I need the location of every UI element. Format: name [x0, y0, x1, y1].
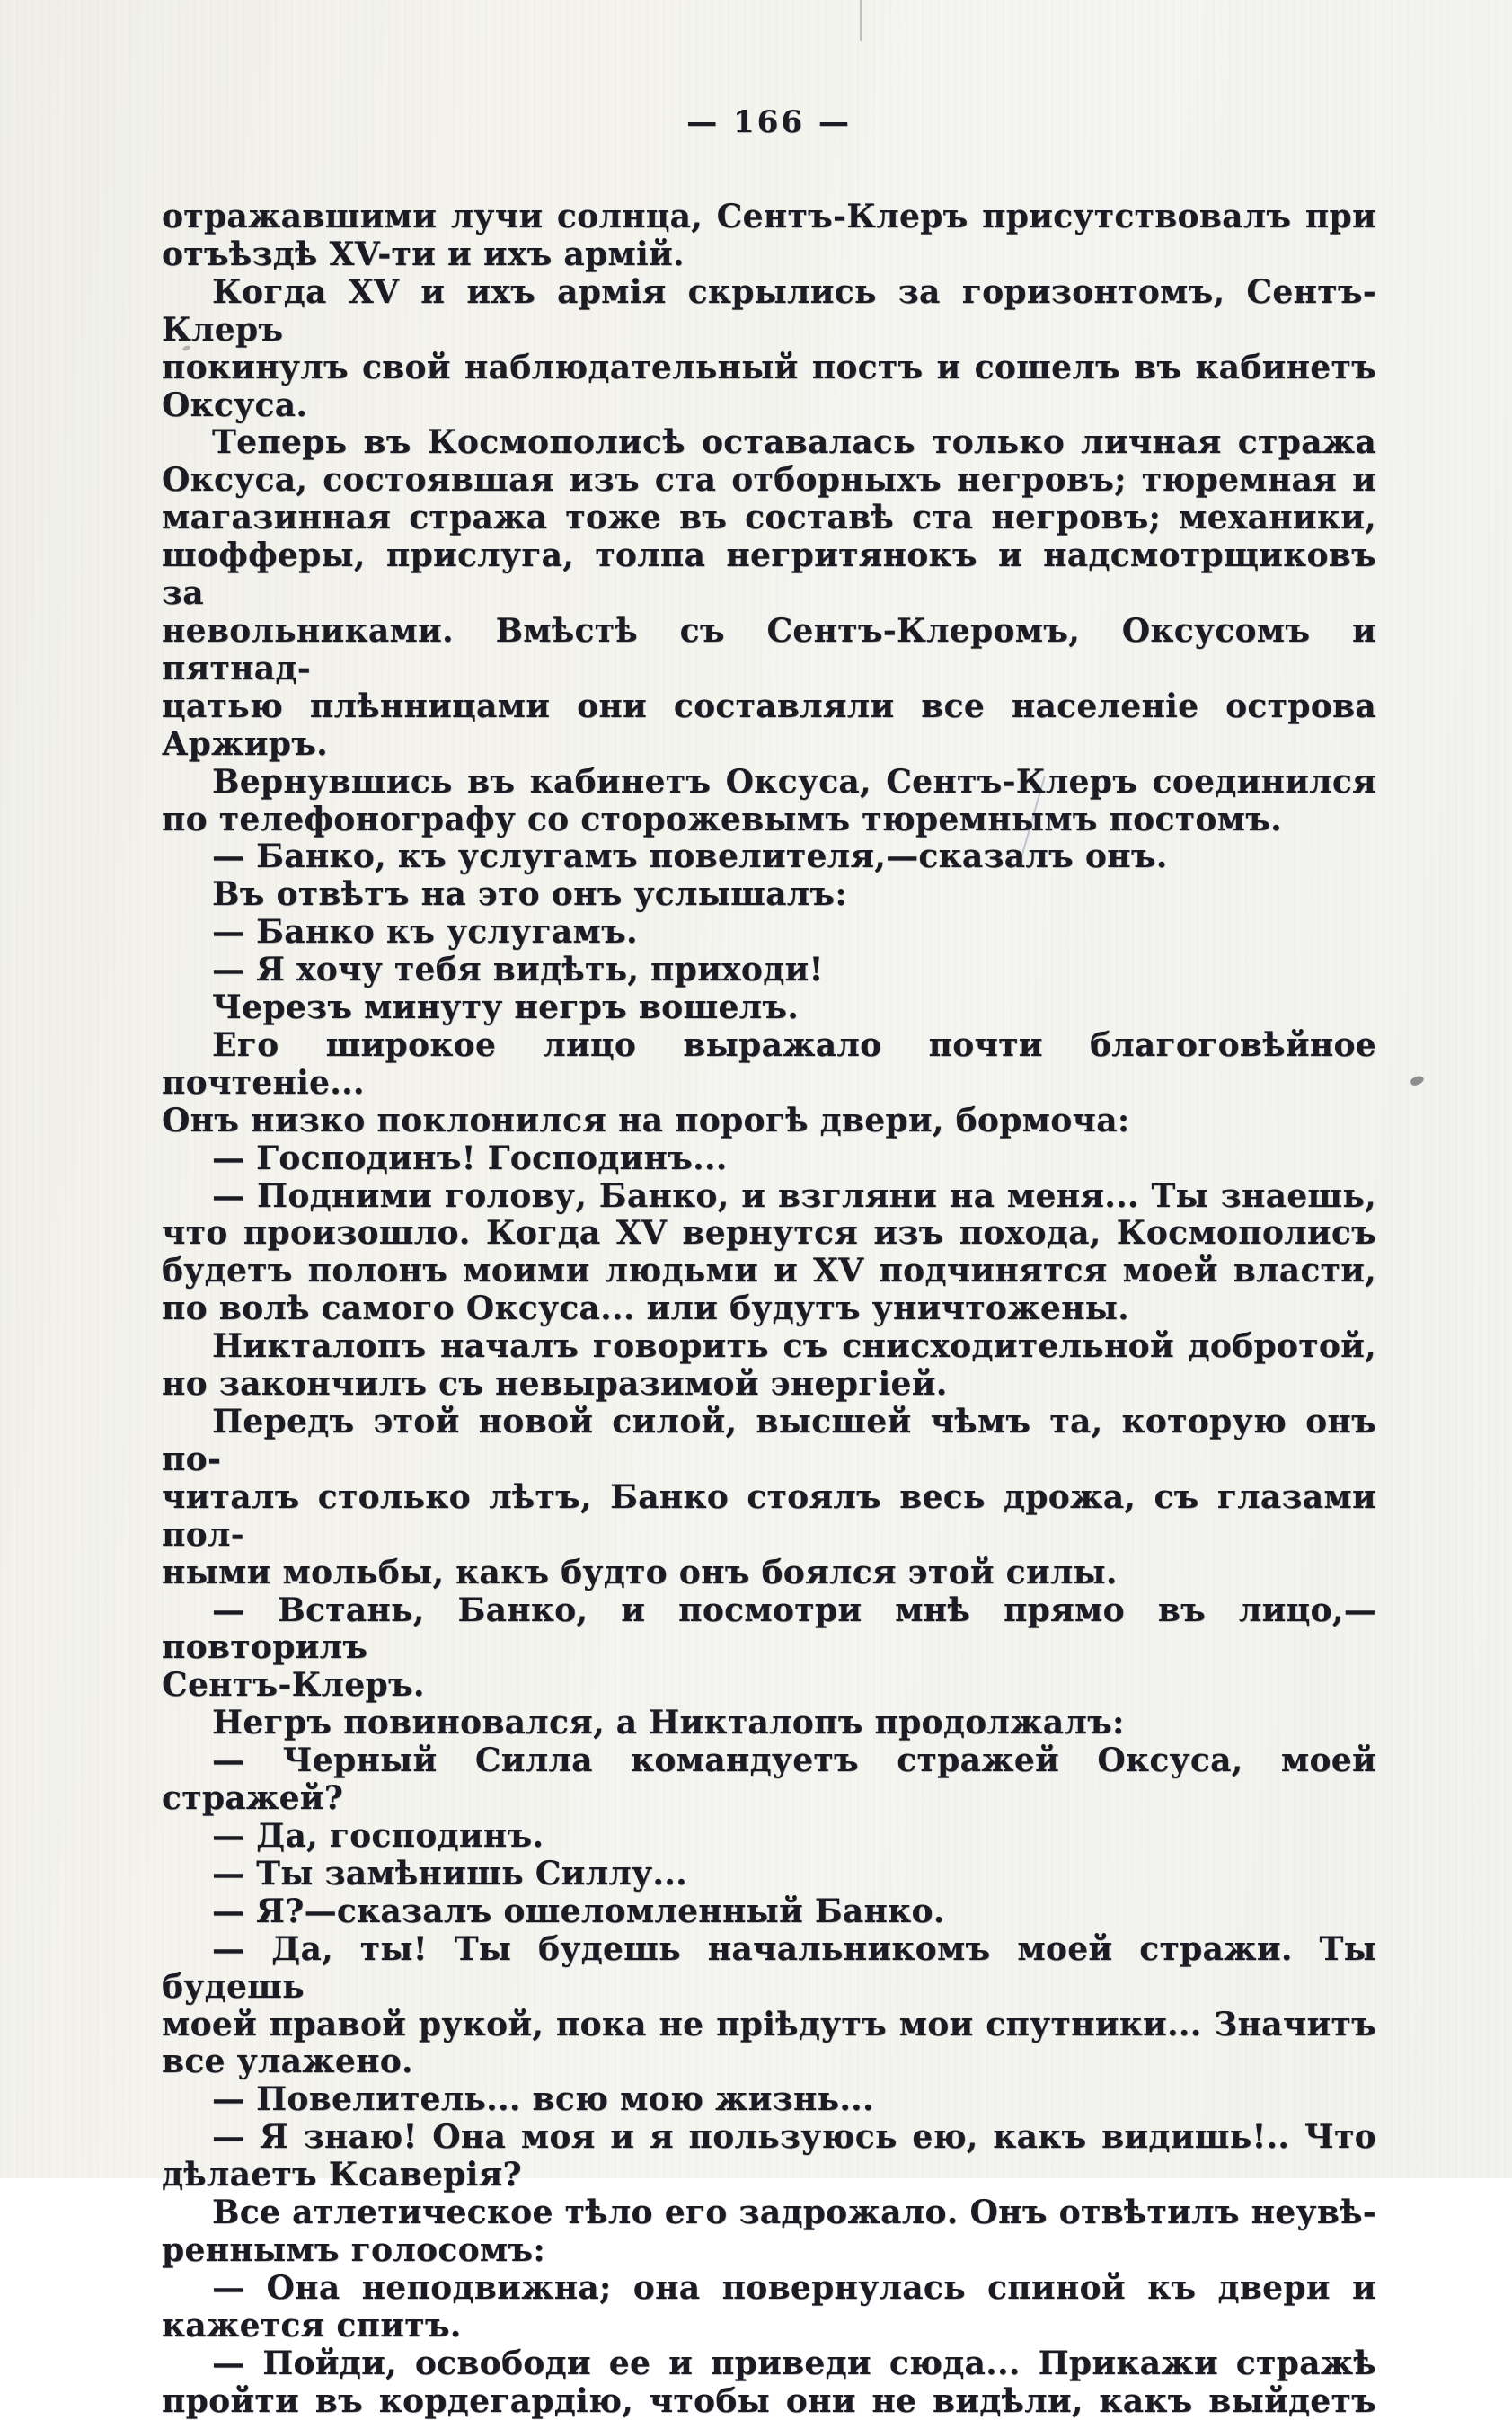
text-line: — Пойди, освободи ее и приведи сюда... Прикажи стражѣ	[212, 2344, 1376, 2382]
text-line: читалъ столько лѣтъ, Банко стоялъ весь дрожа, съ глазами пол-	[162, 1477, 1376, 1554]
text-line: дѣлаетъ Ксаверія?	[162, 2156, 522, 2194]
text-line: Въ отвѣтъ на это онъ услышалъ:	[212, 875, 847, 914]
text-line: отражавшими лучи солнца, Сентъ-Клеръ присутствовалъ при	[162, 198, 1376, 235]
text-line: Когда XV и ихъ армія скрылись за горизонтомъ, Сентъ-Клеръ	[162, 272, 1376, 349]
text-line: магазинная стража тоже въ составѣ ста негровъ; механики,	[162, 499, 1376, 537]
text-line: — Она неподвижна; она повернулась спиной къ двери и	[212, 2268, 1376, 2307]
text-line: — Я?—сказалъ ошеломленный Банко.	[212, 1892, 945, 1930]
scan-scratch-vertical	[860, 0, 862, 41]
text-line: Онъ низко поклонился на порогѣ двери, бормоча:	[162, 1101, 1130, 1139]
text-line: кажется спитъ.	[162, 2306, 462, 2345]
text-line: — Да, господинъ.	[212, 1816, 544, 1855]
text-line: — Ты замѣнишь Силлу...	[212, 1854, 687, 1893]
text-line: по волѣ самого Оксуса... или будутъ уничтожены.	[162, 1290, 1129, 1328]
page-text	[162, 199, 1376, 2420]
text-line: Негръ повиновался, а Никталопъ продолжалъ:	[212, 1704, 1125, 1742]
text-line: что произошло. Когда XV вернутся изъ похода, Космополисъ	[162, 1214, 1376, 1253]
text-line: Никталопъ началъ говорить съ снисходительной добротой,	[212, 1327, 1376, 1366]
text-line: по телефонографу со сторожевымъ тюремнымъ постомъ.	[162, 800, 1282, 838]
text-line: — Я знаю! Она моя и я пользуюсь ею, какъ видишь!.. Что	[212, 2118, 1376, 2157]
text-line: Черезъ минуту негръ вошелъ.	[212, 988, 800, 1027]
text-line: невольниками. Вмѣстѣ съ Сентъ-Клеромъ, Оксусомъ и пятнад-	[162, 611, 1376, 687]
text-line: — Повелитель... всю мою жизнь...	[212, 2080, 874, 2119]
text-line: реннымъ голосомъ:	[162, 2230, 545, 2269]
text-line: Сентъ-Клеръ.	[162, 1666, 425, 1705]
text-line: — Господинъ! Господинъ...	[212, 1139, 728, 1177]
text-line: Оксуса.	[162, 386, 308, 424]
text-line: покинулъ свой наблюдательный постъ и сошелъ въ кабинетъ	[162, 348, 1376, 386]
paper-speck	[1410, 1074, 1425, 1086]
text-line: — Я хочу тебя видѣть, приходи!	[212, 951, 824, 989]
text-line: — Черный Силла командуетъ стражей Оксуса, моей стражей?	[162, 1742, 1376, 1818]
text-line: все улажено.	[162, 2043, 413, 2081]
text-line: — Банко, къ услугамъ повелителя,—сказалъ онъ.	[212, 838, 1168, 876]
text-line: — Банко къ услугамъ.	[212, 913, 638, 952]
text-line: но закончилъ съ невыразимой энергіей.	[162, 1365, 948, 1404]
text-line: Оксуса, состоявшая изъ ста отборныхъ негровъ; тюремная и	[162, 461, 1376, 500]
text-line: — Да, ты! Ты будешь начальникомъ моей стражи. Ты будешь	[162, 1929, 1376, 2006]
text-line: моей правой рукой, пока не пріѣдутъ мои спутники... Значитъ	[162, 2005, 1376, 2043]
text-line: ными мольбы, какъ будто онъ боялся этой силы.	[162, 1553, 1118, 1591]
text-line: Все атлетическое тѣло его задрожало. Онъ отвѣтилъ неувѣ-	[212, 2194, 1376, 2232]
text-line: цатью плѣнницами они составляли все населеніе острова Аржиръ.	[162, 687, 1376, 763]
text-line: Теперь въ Космополисѣ оставалась только личная стража	[212, 423, 1376, 462]
text-line: — Подними голову, Банко, и взгляни на меня... Ты знаешь,	[212, 1176, 1376, 1215]
text-line: отъѣздѣ XV-ти и ихъ армій.	[162, 235, 685, 273]
text-line: шофферы, прислуга, толпа негритянокъ и надсмотрщиковъ за	[162, 536, 1376, 613]
page-number: — 166 —	[686, 104, 852, 140]
text-line: — Встань, Банко, и посмотри мнѣ прямо въ лицо,—повторилъ	[162, 1591, 1376, 1667]
text-line: будетъ полонъ моими людьми и XV подчинятся моей власти,	[162, 1252, 1376, 1290]
text-line: пройти въ кордегардію, чтобы они не видѣли, какъ выйдетъ	[162, 2381, 1376, 2420]
text-line: Вернувшись въ кабинетъ Оксуса, Сентъ-Клеръ соединился	[212, 762, 1376, 801]
text-line: Его широкое лицо выражало почти благоговѣйное почтеніе...	[162, 1025, 1376, 1102]
text-line: Передъ этой новой силой, высшей чѣмъ та, которую онъ по-	[162, 1403, 1376, 1478]
